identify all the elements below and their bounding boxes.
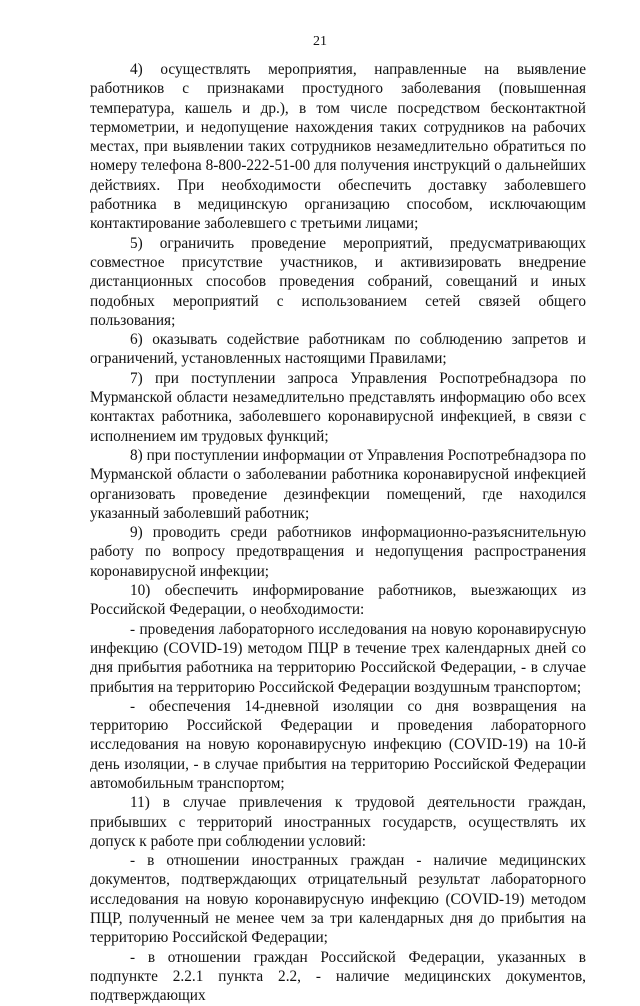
paragraph-10-item-2: - обеспечения 14-дневной изоляции со дня возвращения на территорию Российской Федерации и проведения лабораторного исследования на новую коронавирусную инфекцию (COVID-19) на 10-й день изоляции, - в случае прибытия на территорию Российской Федерации автомобильным транспортом; (90, 697, 586, 792)
paragraph-10: 10) обеспечить информирование работников, выезжающих из Российской Федерации, о необходимости: (90, 582, 586, 619)
page-number: 21 (313, 34, 327, 49)
paragraph-11-item-2: - в отношении граждан Российской Федерации, указанных в подпункте 2.2.1 пункта 2.2, - наличие медицинских документов, подтверждающих (90, 948, 586, 1005)
paragraph-6: 6) оказывать содействие работникам по соблюдению запретов и ограничений, установленных настоящими Правилами; (90, 331, 586, 368)
paragraph-4: 4) осуществлять мероприятия, направленные на выявление работников с признаками простудного заболевания (повышенная температура, кашель и др.), в том числе посредством бесконтактной термометрии, и недопущение нахождения таких сотрудников на рабочих местах, при выявлении таких сотрудников незамедлительно обратиться по номеру телефона 8-800-222-51-00 для получения инструкций о дальнейших действиях. При необходимости обеспечить доставку заболевшего работника в медицинскую организацию способом, исключающим контактирование заболевшего с третьими лицами; (90, 61, 586, 233)
paragraph-11-item-1: - в отношении иностранных граждан - наличие медицинских документов, подтверждающих отрицательный результат лабораторного исследования на новую коронавирусную инфекцию (COVID-19) методом ПЦР, полученный не менее чем за три календарных дня до прибытия на территорию Российской Федерации; (90, 852, 586, 947)
document-body (90, 60, 586, 1006)
paragraph-10-item-1: - проведения лабораторного исследования на новую коронавирусную инфекцию (COVID-19) методом ПЦР в течение трех календарных дней со дня прибытия работника на территорию Российской Федерации, - в случае прибытия на территорию Российской Федерации воздушным транспортом; (90, 620, 586, 696)
paragraph-9: 9) проводить среди работников информационно-разъяснительную работу по вопросу предотвращения и недопущения распространения коронавирусной инфекции; (90, 524, 586, 580)
paragraph-8: 8) при поступлении информации от Управления Роспотребнадзора по Мурманской области о заболевании работника коронавирусной инфекцией организовать проведение дезинфекции помещений, где находился указанный заболевший работник; (90, 446, 586, 522)
paragraph-5: 5) ограничить проведение мероприятий, предусматривающих совместное присутствие участников, и активизировать внедрение дистанционных способов проведения собраний, совещаний и иных подобных мероприятий с использованием сетей связей общего пользования; (90, 234, 586, 329)
paragraph-7: 7) при поступлении запроса Управления Роспотребнадзора по Мурманской области незамедлительно представлять информацию обо всех контактах работника, заболевшего коронавирусной инфекцией, в связи с исполнением им трудовых функций; (90, 369, 586, 445)
paragraph-11: 11) в случае привлечения к трудовой деятельности граждан, прибывших с территорий иностранных государств, осуществлять их допуск к работе при соблюдении условий: (90, 794, 586, 850)
